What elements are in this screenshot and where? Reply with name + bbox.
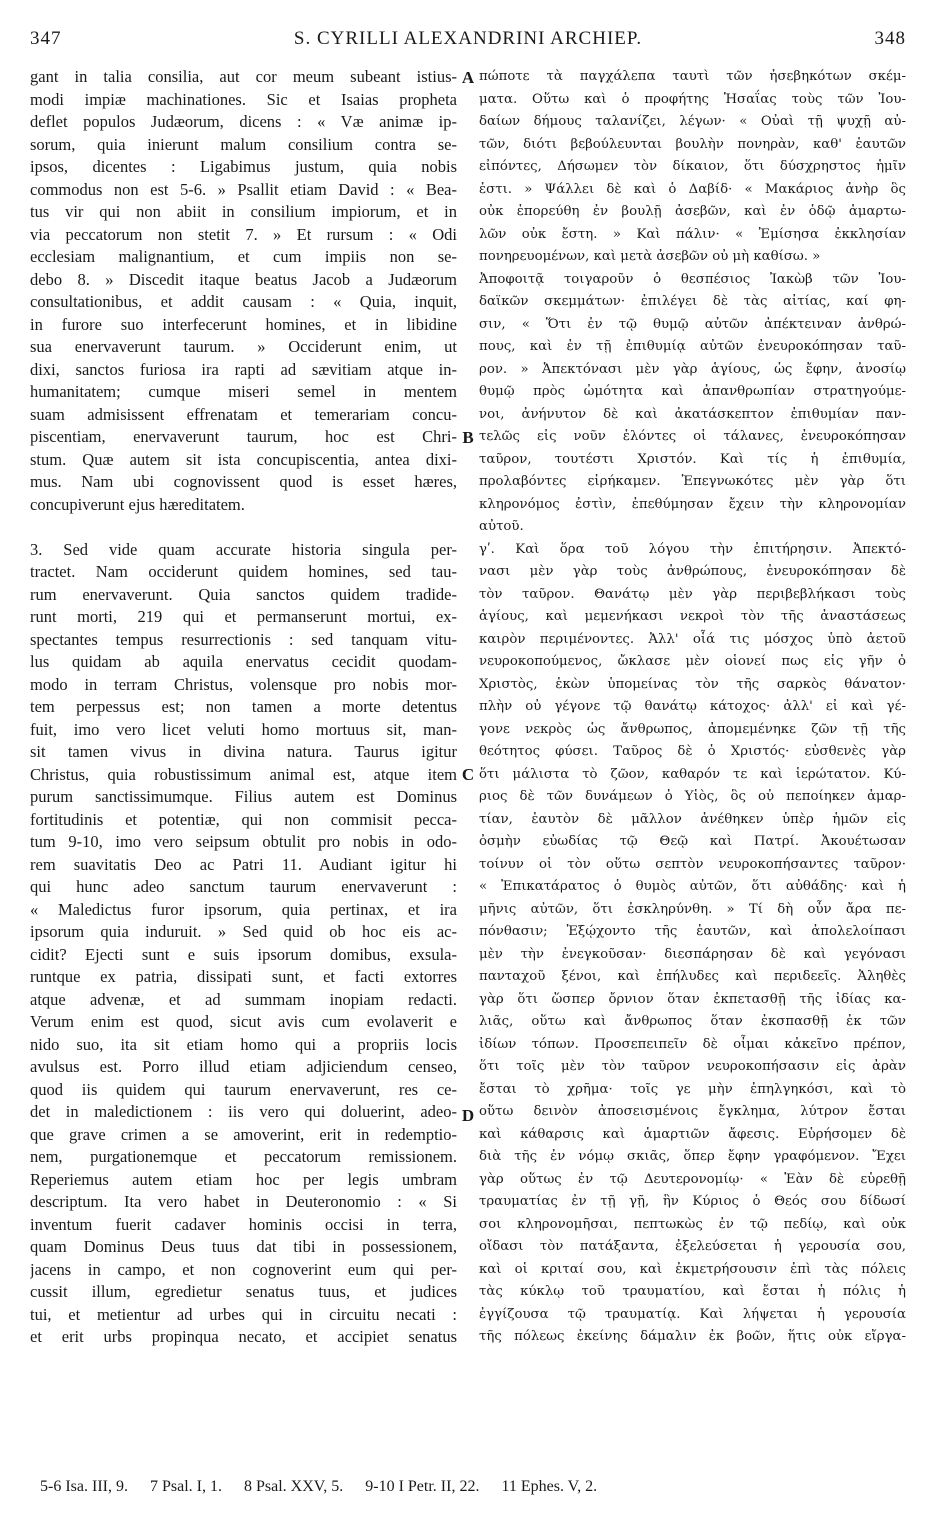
text-line: δαίων δήμους ταλανίζει, λέγων· « Οὐαὶ τῇ ψυχῇ αὐ-: [479, 114, 906, 129]
text-line: Verum enim est quod, sicut avis cum evolaverit e: [30, 1012, 457, 1031]
text-line: τοίνυν οἱ τὸν οὕτω σεπτὸν νευροκοπήσαντες ταῦρον·: [479, 856, 906, 872]
text-line: ἐγγίζουσα τῷ τραυματίᾳ. Καὶ λήψεται ἡ γερουσία: [479, 1306, 906, 1322]
text-line: quam Dominus Deus tuus dat tibi in possessionem,: [30, 1237, 457, 1256]
text-line: τὸν ταῦρον. Θανάτῳ μὲν γὰρ περιβεβλήκασι τοὺς: [479, 586, 906, 602]
text-line: sorum, quia inierunt malum consilium contra se-: [30, 134, 457, 154]
text-line: σοι κληρονομῆσαι, πεπτωκὼς ἐν τῷ πεδίῳ, καὶ οὐκ: [479, 1216, 906, 1232]
text-line: tum 9-10, imo vero seipsum obtulit pro nobis in odo-: [30, 832, 457, 851]
text-line: ὅτι μάλιστα τὸ ζῶον, καθαρόν τε καὶ ἱερώτατον. Κύ-: [479, 766, 906, 782]
text-line: ματα. Οὕτω καὶ ὁ προφήτης Ἡσαΐας τοὺς τῶν Ἰου-: [479, 91, 906, 107]
text-line: tractet. Nam occiderunt quidem homines, sed tau-: [30, 562, 457, 581]
text-line: piscentiam, enervaverunt taurum, hoc est Chri-: [30, 427, 457, 446]
text-line: οὐκ ἐπορεύθη ἐν βουλῇ ἀσεβῶν, καὶ ἐν ὁδῷ ἁμαρτω-: [479, 204, 906, 219]
text-line: τῆς πόλεως ἐκείνης δάμαλιν ἐκ βοῶν, ἥτις οὐκ εἴργα-: [479, 1329, 906, 1344]
page-header: [30, 28, 906, 58]
text-line: ἁγίους, καὶ μεμενήκασι νεκροὶ τὸν τῆς ἀναστάσεως: [479, 609, 906, 624]
text-line: descriptum. Ita vero habet in Deuteronomio : « Si: [30, 1192, 457, 1211]
text-line: οἴδασι τὸν πατάξαντα, ἐξελεύσεται ἡ γερουσία σου,: [479, 1239, 906, 1254]
text-line: τίαν, ἑαυτὸν δὲ μᾶλλον ἀνέθηκεν ὑπὲρ ἡμῶν εἰς: [479, 811, 906, 827]
text-line: que grave crimen a se amoverint, erit in redemptio-: [30, 1124, 457, 1144]
footnote: 11 Ephes. V, 2.: [501, 1478, 598, 1495]
margin-marker-a: A: [461, 68, 475, 87]
footnote: 7 Psal. I, 1.: [149, 1478, 222, 1495]
text-line: consultationibus, et addit causam : « Quia, inquit,: [30, 292, 457, 311]
text-line: modo in terram Christus, volensque pro nobis mor-: [30, 674, 457, 694]
text-line: ecclesiam malignantium, et cum impiis non se-: [30, 247, 457, 266]
text-line: πόνθασιν; Ἐξῴχοντο τῆς ἑαυτῶν, καὶ ἀπολελοίπασι: [479, 924, 906, 939]
text-line: λιᾶς, οὕτω καὶ ἄνθρωπος ὅταν ἐκσπασθῇ ἐκ τῶν: [479, 1014, 906, 1029]
text-line: γὰρ οὕτως ἐν τῷ Δευτερονομίῳ· « Ἐὰν δὲ εὑρεθῇ: [479, 1171, 906, 1187]
text-line: ριος δὲ τῶν δυνάμεων ὁ Υἱὸς, ὃς οὐ πεποίηκεν ἁμαρ-: [479, 789, 906, 804]
text-line: γʹ. Καὶ ὅρα τοῦ λόγου τὴν ἐπιτήρησιν. Ἀπεκτό-: [479, 541, 906, 557]
text-line: deflet populos Judæorum, dicens : « Væ animæ ip-: [30, 112, 457, 131]
text-line: ρον. » Ἀπεκτόνασι μὲν γὰρ ἁγίους, ὡς ἔφην, ἀνοσίῳ: [479, 361, 906, 377]
text-line: mus. Nam ubi cognovissent quod is esset hæres,: [30, 472, 457, 491]
text-line: 3. Sed vide quam accurate historia singula per-: [30, 539, 457, 559]
text-line: ταῦρον, τουτέστι Χριστόν. Καὶ τίς ἡ ἐπιθυμία,: [479, 451, 906, 467]
text-line: avulsus est. Porro illud etiam adjiciendum censeo,: [30, 1057, 457, 1076]
text-line: fortitudinis et potentiæ, qui non commisit pecca-: [30, 809, 457, 829]
latin-column: [30, 66, 457, 1349]
text-line: concupiverunt ejus hæreditatem.: [30, 494, 245, 514]
text-line: σιν, « Ὅτι ἐν τῷ θυμῷ αὐτῶν ἀπέκτειναν ἀνθρώ-: [479, 316, 906, 332]
text-line: jacens in campo, et non cognoverint eum qui per-: [30, 1259, 457, 1279]
text-line: tus vir qui non abiit in consilium impiorum, et in: [30, 202, 457, 221]
text-line: εἰπόντες, Δήσωμεν τὸν δίκαιον, ὅτι δύσχρηστος ἡμῖν: [479, 159, 906, 174]
text-line: οὕτω δεινὸν ἀποσεισμένοις ἔγκλημα, λύτρον ἔσται: [479, 1104, 906, 1119]
text-line: commodus non est 5-6. » Psallit etiam David : « Bea-: [30, 179, 457, 199]
text-line: « Maledictus furor ipsorum, quia pertinax, et ira: [30, 899, 457, 919]
text-line: quod iis quidem qui taurum enervaverunt, res ce-: [30, 1079, 457, 1099]
text-line: modi impiæ machinationes. Sic et Isaias propheta: [30, 89, 457, 109]
text-line: sit tamen vivus in divina natura. Taurus igitur: [30, 742, 457, 761]
text-line: cussit illum, egredietur senatus tuus, et judices: [30, 1282, 457, 1301]
text-line: αὐτοῦ.: [479, 519, 524, 534]
text-line: sua enervaverunt taurum. » Occiderunt enim, ut: [30, 337, 457, 356]
text-line: nido suo, ita sit etiam homo qui a propriis locis: [30, 1034, 457, 1054]
text-line: gant in talia consilia, aut cor meum subeant istius-: [30, 67, 457, 86]
text-line: lus quidam ab aquila enervatus cecidit quodam-: [30, 652, 457, 671]
text-line: νασι μὲν γὰρ τοὺς ἀνθρώπους, ἐνευροκόπησαν δὲ: [479, 564, 906, 579]
text-line: λῶν οὐκ ἔστη. » Καὶ πάλιν· « Ἐμίσησα ἐκκλησίαν: [479, 226, 906, 242]
text-line: tui, et metientur ad urbes qui in circuitu necati :: [30, 1304, 457, 1324]
text-line: ὅτι τοῖς μὲν τὸν ταῦρον νευροκοπήσασιν εἰς ἀρὰν: [479, 1059, 906, 1074]
text-line: Christus, quia robustissimum animal est, atque item: [30, 764, 457, 784]
text-line: τελῶς εἰς νοῦν ἑλόντες οἱ τάλανες, ἐνευροκόπησαν: [479, 429, 906, 444]
text-line: humanitatem; cumque miseri semel in mentem: [30, 382, 457, 401]
text-line: atque advenæ, et ad summam inopiam redacti.: [30, 989, 457, 1009]
text-line: πλὴν οὐ γέγονε τῷ θανάτῳ κάτοχος· ἀλλ' εἰ καὶ γέ-: [479, 699, 906, 714]
text-line: debo 8. » Discedit itaque beatus Jacob a Judæorum: [30, 269, 457, 289]
margin-marker-c: C: [461, 765, 475, 784]
text-line: νευροκοπούμενος, ὤκλασε μὲν οἱονεί πως εἰς γῆν ὁ: [479, 654, 906, 669]
text-line: dixi, sanctos furiosa ira rapti ad sævitiam atque in-: [30, 359, 457, 379]
text-line: κληρονόμος ἐστὶν, ἐπεθύμησαν ἔχειν τὴν κληρονομίαν: [479, 496, 906, 512]
text-line: νοι, ἀνήνυτον δὲ καὶ ἀκατάσκεπτον ἐπιθυμίαν παν-: [479, 406, 906, 422]
page-number-right: 348: [874, 28, 906, 49]
text-line: ὀσμὴν εὐωδίας τῷ Θεῷ καὶ Πατρί. Ἀκουέτωσαν: [479, 834, 906, 849]
text-line: purum sanctissimumque. Filius autem est Dominus: [30, 787, 457, 806]
greek-column: [479, 66, 906, 1349]
footnote: 8 Psal. XXV, 5.: [243, 1478, 344, 1495]
text-line: καὶ οἱ κριταί σου, καὶ ἐκμετρήσουσιν ἐπὶ τὰς πόλεις: [479, 1261, 906, 1277]
text-line: τὰς κύκλῳ τοῦ τραυματίου, καὶ ἔσται ἡ πόλις ἡ: [479, 1284, 906, 1299]
text-line: τῶν, διότι βεβούλευνται βουλὴν πονηρὰν, καθ' ἑαυτῶν: [479, 136, 906, 152]
text-line: θυμῷ πρὸς ὠμότητα καὶ ἀπανθρωπίαν στρατηγούμε-: [479, 384, 906, 399]
text-line: runtque ex patria, dissipati sunt, et facti extorres: [30, 967, 457, 986]
text-line: γονε νεκρὸς ὡς ἄνθρωπος, ἀπομεμένηκε ζῶν τῇ τῆς: [479, 721, 906, 737]
text-line: rum enervaverunt. Quia sanctos quidem tradide-: [30, 584, 457, 604]
running-title: S. CYRILLI ALEXANDRINI ARCHIEP.: [293, 28, 643, 49]
text-line: in furore suo interfecerunt homines, et in libidine: [30, 314, 457, 334]
text-line: διὰ τῆς ἐν νόμῳ σκιᾶς, ὅπερ ἔφην γραφόμενον. Ἔχει: [479, 1149, 906, 1164]
text-line: rem suavitatis Deo ac Patri 11. Audiant igitur hi: [30, 854, 457, 874]
text-line: γὰρ ὅτι ὥσπερ ὄρνιον ὅταν ἐκπετασθῇ τῆς ἰδίας κα-: [479, 991, 906, 1007]
text-line: [30, 516, 457, 539]
text-line: Ἀποφοιτᾷ τοιγαροῦν ὁ θεσπέσιος Ἰακὼβ τῶν Ἰου-: [479, 271, 906, 287]
page-number-left: 347: [30, 28, 62, 49]
text-line: « Ἐπικατάρατος ὁ θυμὸς αὐτῶν, ὅτι αὐθάδης· καὶ ἡ: [479, 879, 906, 894]
text-line: suam admisissent effrenatam et temerariam concu-: [30, 404, 457, 424]
text-line: πώποτε τὰ παγχάλεπα ταυτὶ τῶν ἠσεβηκότων σκέμ-: [479, 69, 906, 84]
text-line: runt morti, 219 qui et permanserunt mortui, ex-: [30, 607, 457, 626]
footnotes: [40, 1478, 900, 1496]
text-line: Reperiemus autem etiam hoc per legis umbram: [30, 1169, 457, 1189]
text-line: et erit urbs propinqua necato, et accipiet senatus: [30, 1327, 457, 1346]
text-line: qui hunc adeo sanctum taurum enervaverunt :: [30, 877, 457, 896]
text-line: θεότητος φύσει. Ταῦρος δὲ ὁ Χριστός· εὐσθενὲς γὰρ: [479, 744, 906, 759]
text-line: τραυματίας ἐν τῇ γῇ, ἣν Κύριος ὁ Θεός σου δίδωσί: [479, 1194, 906, 1209]
text-line: det in maledictionem : iis vero qui doluerint, adeo-: [30, 1102, 457, 1121]
text-line: inventum fuerit cadaver hominis occisi in terra,: [30, 1214, 457, 1234]
text-line: ipsos, dicentes : Ligabimus justum, quia nobis: [30, 157, 457, 176]
text-line: tem perpessus est; non tamen a morte detentus: [30, 697, 457, 716]
text-line: Χριστὸς, ἑκὼν ὑπομείνας τὸν τῆς σαρκὸς θάνατον·: [479, 676, 906, 692]
text-line: πονηρευομένων, καὶ μετὰ ἀσεβῶν οὐ μὴ καθίσω. »: [479, 249, 821, 264]
text-line: stum. Quæ autem sit ista concupiscentia, antea dixi-: [30, 449, 457, 469]
text-line: ἰδίων τόπων. Προσεπειπεῖν δὲ οἶμαι κἀκεῖνο πρέπον,: [479, 1036, 906, 1052]
text-line: καὶ κάθαρσις καὶ ἁμαρτιῶν ἄφεσις. Εὑρήσομεν δὲ: [479, 1126, 906, 1142]
text-line: ipsorum quia induruit. » Sed quid ob hoc eis ac-: [30, 922, 457, 941]
text-line: ἐστι. » Ψάλλει δὲ καὶ ὁ Δαβίδ· « Μακάριος ἀνὴρ ὃς: [479, 181, 906, 197]
text-line: via peccatorum non stetit 7. » Et rursum : « Odi: [30, 224, 457, 244]
footnote: 5-6 Isa. III, 9.: [40, 1478, 128, 1495]
text-line: πους, καὶ ἐν τῇ ἐπιθυμίᾳ αὐτῶν ἐνευροκόπησαν ταῦ-: [479, 339, 906, 354]
text-line: δαϊκῶν σκεμμάτων· ἐπιλέγει δὲ τὰς αἰτίας, καί φη-: [479, 294, 906, 309]
text-line: προλαβόντες εἰρήκαμεν. Ἐπεγνωκότες μὲν γὰρ ὅτι: [479, 474, 906, 489]
footnote: 9-10 I Petr. II, 22.: [365, 1478, 480, 1495]
text-line: πανταχοῦ ξένοι, καὶ ἐπήλυδες καὶ περιδεεῖς. Ἀληθὲς: [479, 969, 906, 984]
margin-marker-d: D: [461, 1106, 475, 1125]
text-line: ἔσται τὸ χρῆμα· τοῖς γε μὴν ἐπηλγηκόσι, καὶ τὸ: [479, 1081, 906, 1097]
text-line: spectantes tempus resurrectionis : sed tanquam vitu-: [30, 629, 457, 649]
text-line: cidit? Ejecti sunt e suis ipsorum domibus, exsula-: [30, 944, 457, 964]
margin-marker-b: B: [462, 428, 474, 447]
text-line: nem, purgationemque et peccatorum remissionem.: [30, 1147, 457, 1166]
text-line: μὲν τὴν ἐνεγκοῦσαν· διεσπάρησαν δὲ καὶ γεγόνασι: [479, 946, 906, 962]
text-line: καιρὸν περιμένοντες. Ἀλλ' οἷά τις μόσχος ὑπὸ ἀετοῦ: [479, 631, 906, 647]
text-line: μῆνις αὐτῶν, ὅτι ἐσκληρύνθη. » Τί δὴ οὖν ἄρα πε-: [479, 901, 906, 917]
text-line: fuit, imo vero licet veluti homo mortuus sit, man-: [30, 719, 457, 739]
